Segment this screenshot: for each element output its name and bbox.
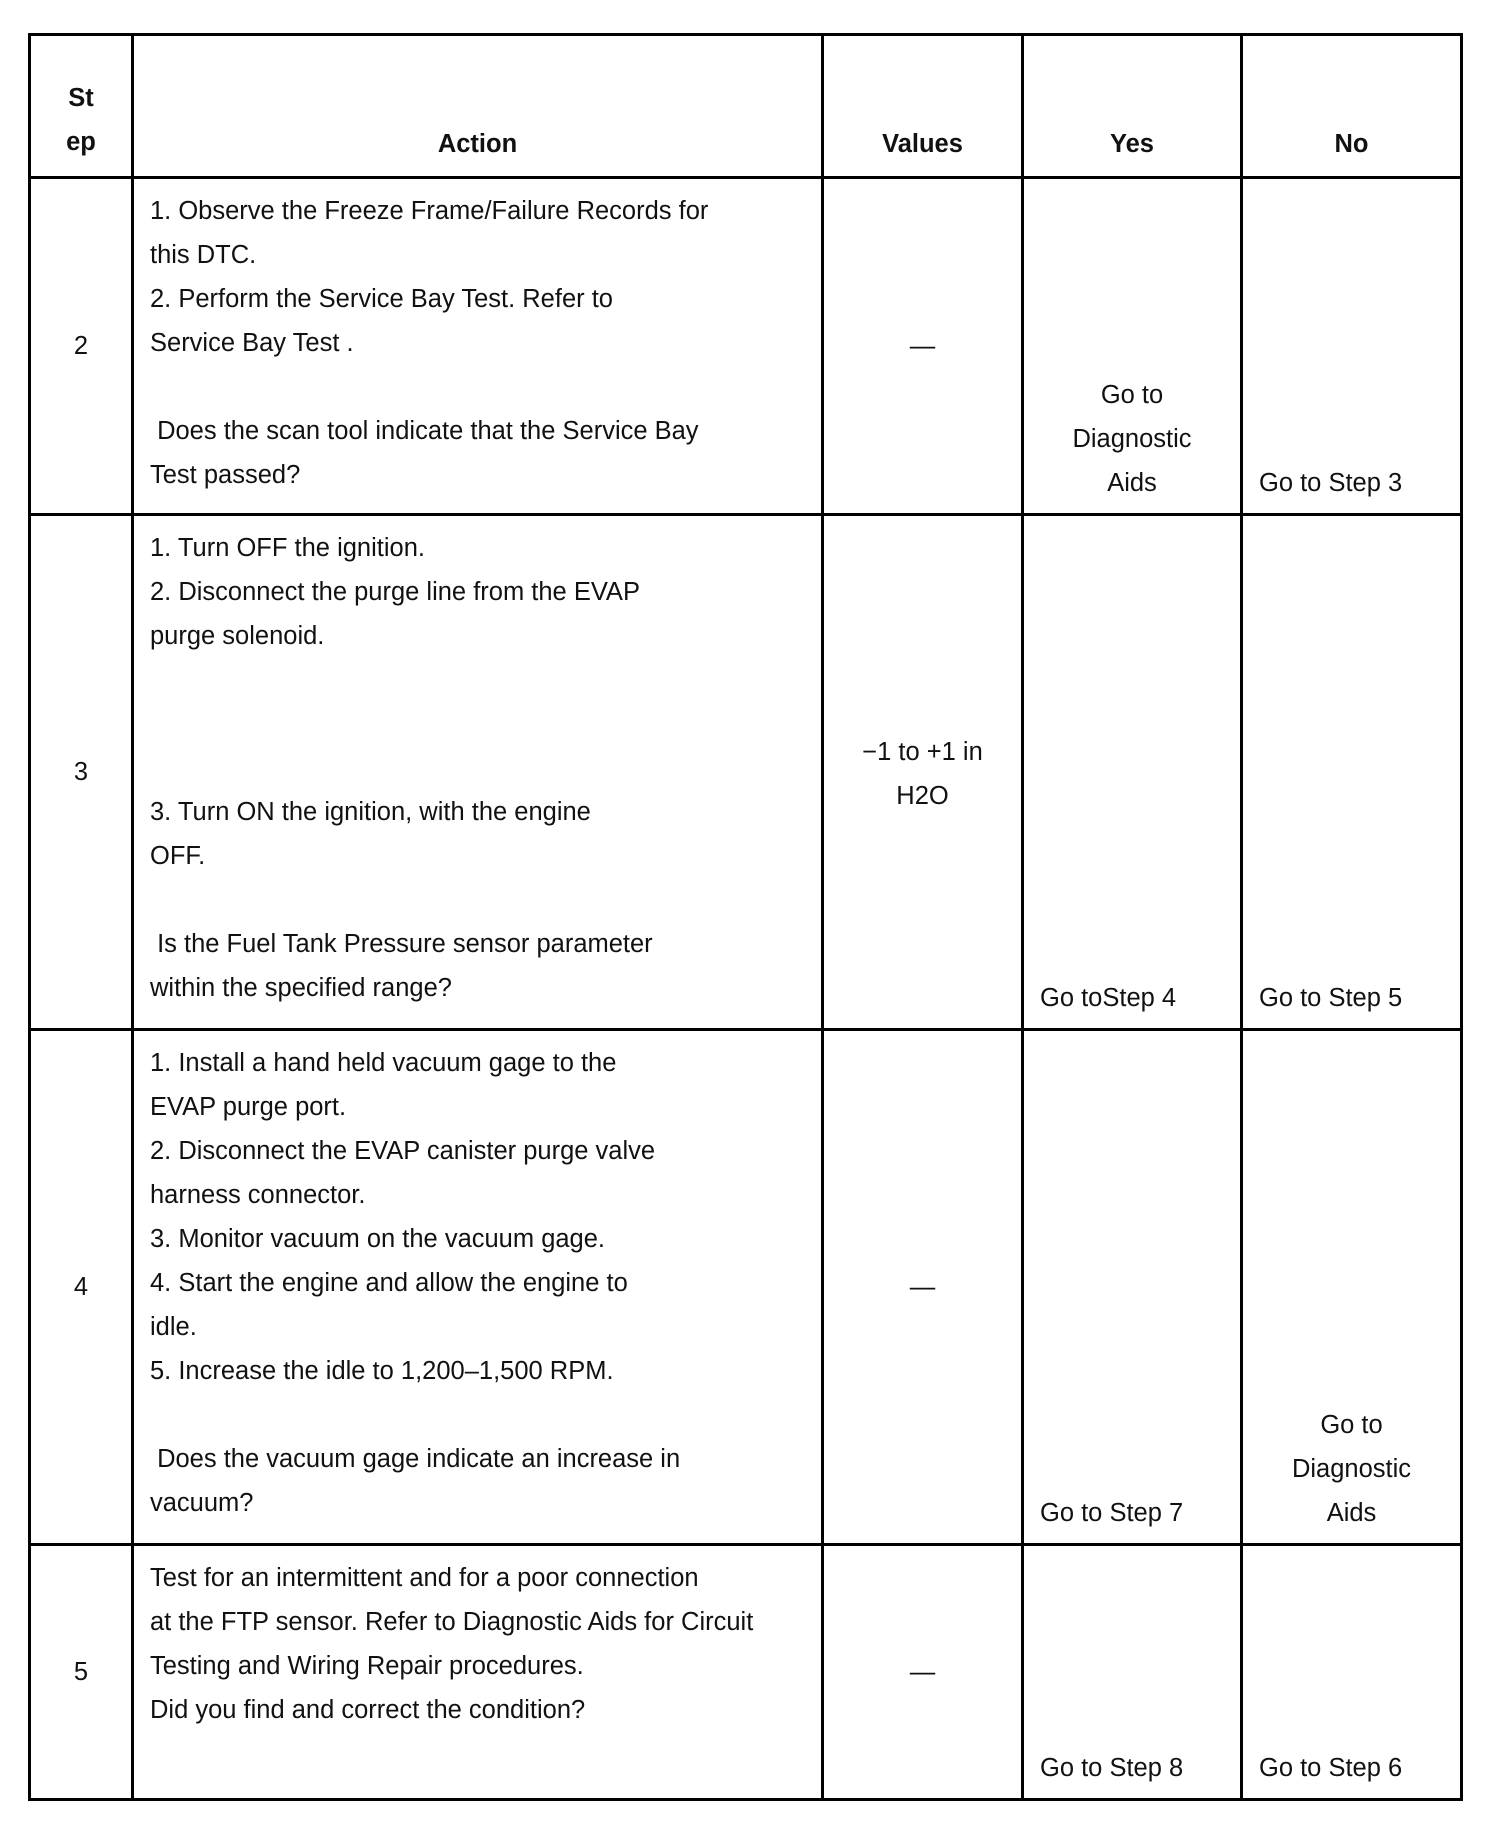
action-line: Test for an intermittent and for a poor connection	[150, 1564, 699, 1592]
values-cell: —	[823, 1030, 1023, 1545]
step-number: 5	[30, 1545, 133, 1800]
action-line: Service Bay Test .	[150, 329, 354, 357]
diagnostic-table	[28, 33, 1463, 1801]
action-line: at the FTP sensor. Refer to Diagnostic Aids for Circuit	[150, 1608, 754, 1636]
no-cell	[1242, 1030, 1462, 1545]
table-row	[30, 1030, 1462, 1545]
yes-line: Aids	[1107, 469, 1157, 497]
step-number: 4	[30, 1030, 133, 1545]
header-row	[30, 35, 1462, 178]
action-line: Testing and Wiring Repair procedures.	[150, 1652, 584, 1680]
action-cell	[133, 1030, 823, 1545]
action-question: Is the Fuel Tank Pressure sensor parameter	[150, 930, 653, 958]
action-line: 1. Install a hand held vacuum gage to the	[150, 1049, 617, 1077]
step-number: 3	[30, 515, 133, 1030]
no-line: Aids	[1326, 1499, 1377, 1527]
values-line: −1 to +1 in	[862, 738, 983, 766]
no-line: Diagnostic	[1291, 1455, 1412, 1483]
action-line: 2. Disconnect the EVAP canister purge valve	[150, 1137, 656, 1165]
action-line: 3. Monitor vacuum on the vacuum gage.	[150, 1225, 606, 1253]
values-line: H2O	[896, 782, 949, 810]
header-action: Action	[133, 35, 823, 178]
action-line: 5. Increase the idle to 1,200–1,500 RPM.	[150, 1357, 614, 1385]
action-line: EVAP purge port.	[150, 1093, 347, 1121]
action-line: harness connector.	[150, 1181, 366, 1209]
action-line: 2. Disconnect the purge line from the EVAP	[150, 578, 640, 606]
action-question: Does the vacuum gage indicate an increase in	[150, 1445, 681, 1473]
action-line: 4. Start the engine and allow the engine to	[150, 1269, 628, 1297]
table-row	[30, 178, 1462, 515]
yes-cell: Go to Step 8	[1023, 1545, 1242, 1800]
no-cell: Go to Step 5	[1242, 515, 1462, 1030]
no-line: Go to	[1320, 1411, 1383, 1439]
action-cell	[133, 178, 823, 515]
action-line: 3. Turn ON the ignition, with the engine	[150, 798, 591, 826]
no-cell: Go to Step 3	[1242, 178, 1462, 515]
no-cell: Go to Step 6	[1242, 1545, 1462, 1800]
action-line: Did you find and correct the condition?	[150, 1696, 586, 1724]
values-cell: —	[823, 1545, 1023, 1800]
header-values: Values	[823, 35, 1023, 178]
table-row	[30, 515, 1462, 1030]
yes-cell: Go to Step 7	[1023, 1030, 1242, 1545]
values-cell: —	[823, 178, 1023, 515]
action-line: purge solenoid.	[150, 622, 325, 650]
action-line: 1. Observe the Freeze Frame/Failure Records for	[150, 197, 709, 225]
yes-line: Go to	[1100, 381, 1164, 409]
action-line: this DTC.	[150, 241, 257, 269]
yes-cell	[1023, 178, 1242, 515]
action-line: OFF.	[150, 842, 206, 870]
header-step: St ep	[30, 35, 133, 178]
yes-line: Diagnostic	[1072, 425, 1192, 453]
action-question: within the specified range?	[150, 974, 452, 1002]
action-question: Test passed?	[150, 461, 301, 489]
action-question: vacuum?	[150, 1489, 254, 1517]
header-yes: Yes	[1023, 35, 1242, 178]
step-number: 2	[30, 178, 133, 515]
values-cell	[823, 515, 1023, 1030]
action-line: idle.	[150, 1313, 197, 1341]
table-row	[30, 1545, 1462, 1800]
action-cell	[133, 1545, 823, 1800]
action-line: 2. Perform the Service Bay Test. Refer to	[150, 285, 613, 313]
action-cell	[133, 515, 823, 1030]
action-line: 1. Turn OFF the ignition.	[150, 534, 425, 562]
action-question: Does the scan tool indicate that the Service Bay	[150, 417, 699, 445]
yes-cell: Go toStep 4	[1023, 515, 1242, 1030]
header-no: No	[1242, 35, 1462, 178]
